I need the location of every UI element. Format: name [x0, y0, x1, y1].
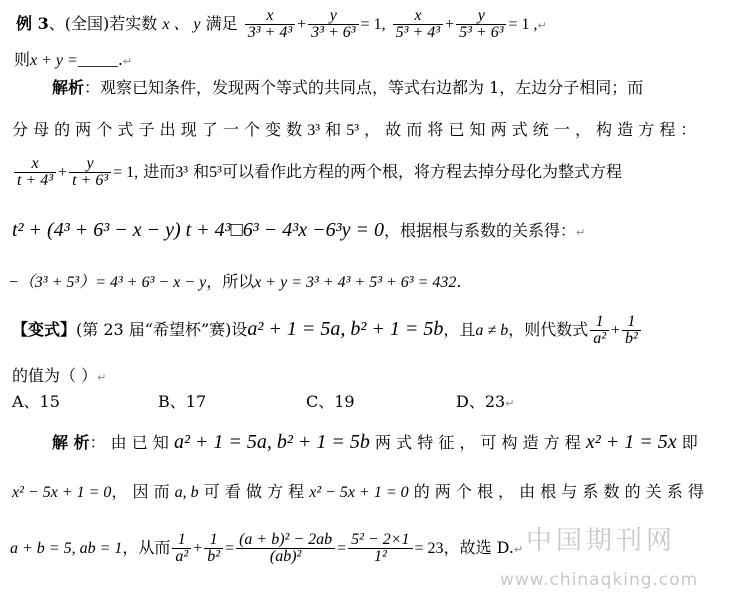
solution-line-2: x² − 5x + 1 = 0， 因 而 a, b 可 看 做 方 程 x² − 5x + 1 = 0 的 两 个 根 ， 由 根 与 系 数 的 关 系 得 [12, 482, 704, 501]
example-condition: 满足 [205, 14, 238, 33]
variant-line: 【变式】(第 23 届“希望杯”赛)设a² + 1 = 5a, b² + 1 = 5b，且a ≠ b，则代数式 $\frac{1}{\text{a²}}$ + $\frac{1}{\text{b²}}$ [12, 314, 643, 347]
example-frac-2: $\frac{y}{\text{3³ + 6³}}$ [308, 8, 358, 41]
option-c: C、19 [306, 392, 355, 411]
solution-frac-2: $\frac{1}{\text{b²}}$ [204, 532, 223, 565]
analysis-text-1: ：观察已知条件，发现两个等式的共同点，等式右边都为 1，左边分子相同；而 [84, 78, 644, 97]
variant-label: 【变式】 [12, 320, 77, 339]
solution-frac-4: $\frac{\text{5² − 2×1}}{\text{1²}}$ [348, 532, 412, 565]
analysis-line-4: t² + (4³ + 6³ − x − y) t + 4³□6³ − 4³x −6³y = 0，根据根与系数的关系得：↵ [12, 219, 586, 241]
watermark-cn: 中国期刊网 [526, 526, 677, 556]
analysis-line-5: −（3³ + 5³）= 4³ + 6³ − x − y，所以x + y = 3³ + 4³ + 5³ + 6³ = 432. [8, 272, 462, 291]
solution-line-3: a + b = 5, ab = 1，从而 $\frac{1}{\text{a²}}$ + $\frac{1}{\text{b²}}$ = $\frac{\text{(a + b)² − 2ab}}{\text{(ab)²}}$ = $\frac{\text{5² − 2×1}}{\text{1²}}$ = 23，故选 D.↵ [10, 531, 524, 565]
option-b: B、17 [158, 392, 207, 411]
example-label: 例 3 [16, 14, 49, 33]
solution-frac-3: $\frac{\text{(a + b)² − 2ab}}{\text{(ab)²}}$ [236, 532, 335, 565]
analysis-frac-x: $\frac{x}{\text{t + 4³}}$ [14, 156, 56, 189]
analysis-frac-y: $\frac{y}{\text{t + 6³}}$ [69, 156, 111, 189]
example-eq-2: = 1 , [508, 16, 538, 33]
variant-frac-a: $\frac{1}{\text{a²}}$ [590, 314, 609, 347]
example-frac-1: $\frac{x}{\text{3³ + 4³}}$ [245, 8, 295, 41]
example-frac-4: $\frac{y}{\text{5³ + 6³}}$ [456, 8, 506, 41]
solution-frac-1: $\frac{1}{\text{a²}}$ [172, 532, 191, 565]
analysis-line-3: $\frac{x}{\text{t + 4³}}$ + $\frac{y}{\text{t + 6³}}$ = 1, 进而3³ 和5³可以看作此方程的两个根，将方程去掉分母化为整式方程 [12, 156, 622, 189]
analysis-line-1 [52, 80, 643, 96]
watermark-url: www.chinaqking.com [500, 570, 699, 590]
analysis-label: 解析 [52, 78, 85, 97]
example-source: 、(全国)若实数 [48, 14, 158, 33]
example-eq-1: = 1, [360, 16, 386, 33]
example-line: 例 3、(全国)若实数 x 、 y 满足 $\frac{x}{\text{3³ + 4³}}$ + $\frac{y}{\text{3³ + 6³}}$ = 1, $\frac{x}{\text{5³ + 4³}}$ + $\frac{y}{\text{5³ + 6³}}$ = 1 ,↵ [16, 7, 547, 41]
option-d: D、23↵ [456, 392, 515, 411]
example-ask-blank: _____ [77, 52, 118, 69]
example-ask-expr: x + y = [30, 52, 78, 69]
analysis-vieta: −（3³ + 5³）= 4³ + 6³ − x − y [8, 274, 207, 291]
analysis-result: x + y = 3³ + 4³ + 5³ + 6³ = 432 [254, 274, 457, 291]
example-ask: 则x + y =_____.↵ [14, 50, 133, 69]
option-a: A、15 [12, 392, 60, 411]
analysis-polynomial: t² + (4³ + 6³ − x − y) t + 4³□6³ − 4³x −6³y = 0 [12, 219, 384, 241]
solution-label: 解 析 [52, 433, 90, 452]
variant-ask: 的值为（ ）↵ [12, 366, 107, 385]
variant-condition: a² + 1 = 5a, b² + 1 = 5b [247, 318, 444, 340]
solution-line-1: 解 析： 由 已 知 a² + 1 = 5a, b² + 1 = 5b 两 式 特 征 ， 可 构 造 方 程 x² + 1 = 5x 即 [52, 431, 698, 453]
example-frac-3: $\frac{x}{\text{5³ + 4³}}$ [393, 8, 443, 41]
variant-frac-b: $\frac{1}{\text{b²}}$ [622, 314, 641, 347]
analysis-line-2: 分 母 的 两 个 式 子 出 现 了 一 个 变 数 3³ 和 5³ ， 故 而 将 已 知 两 式 统 一 ， 构 造 方 程 ： [12, 120, 697, 139]
example-ask-prefix: 则 [14, 50, 31, 69]
example-vars: x 、 y [162, 16, 201, 33]
